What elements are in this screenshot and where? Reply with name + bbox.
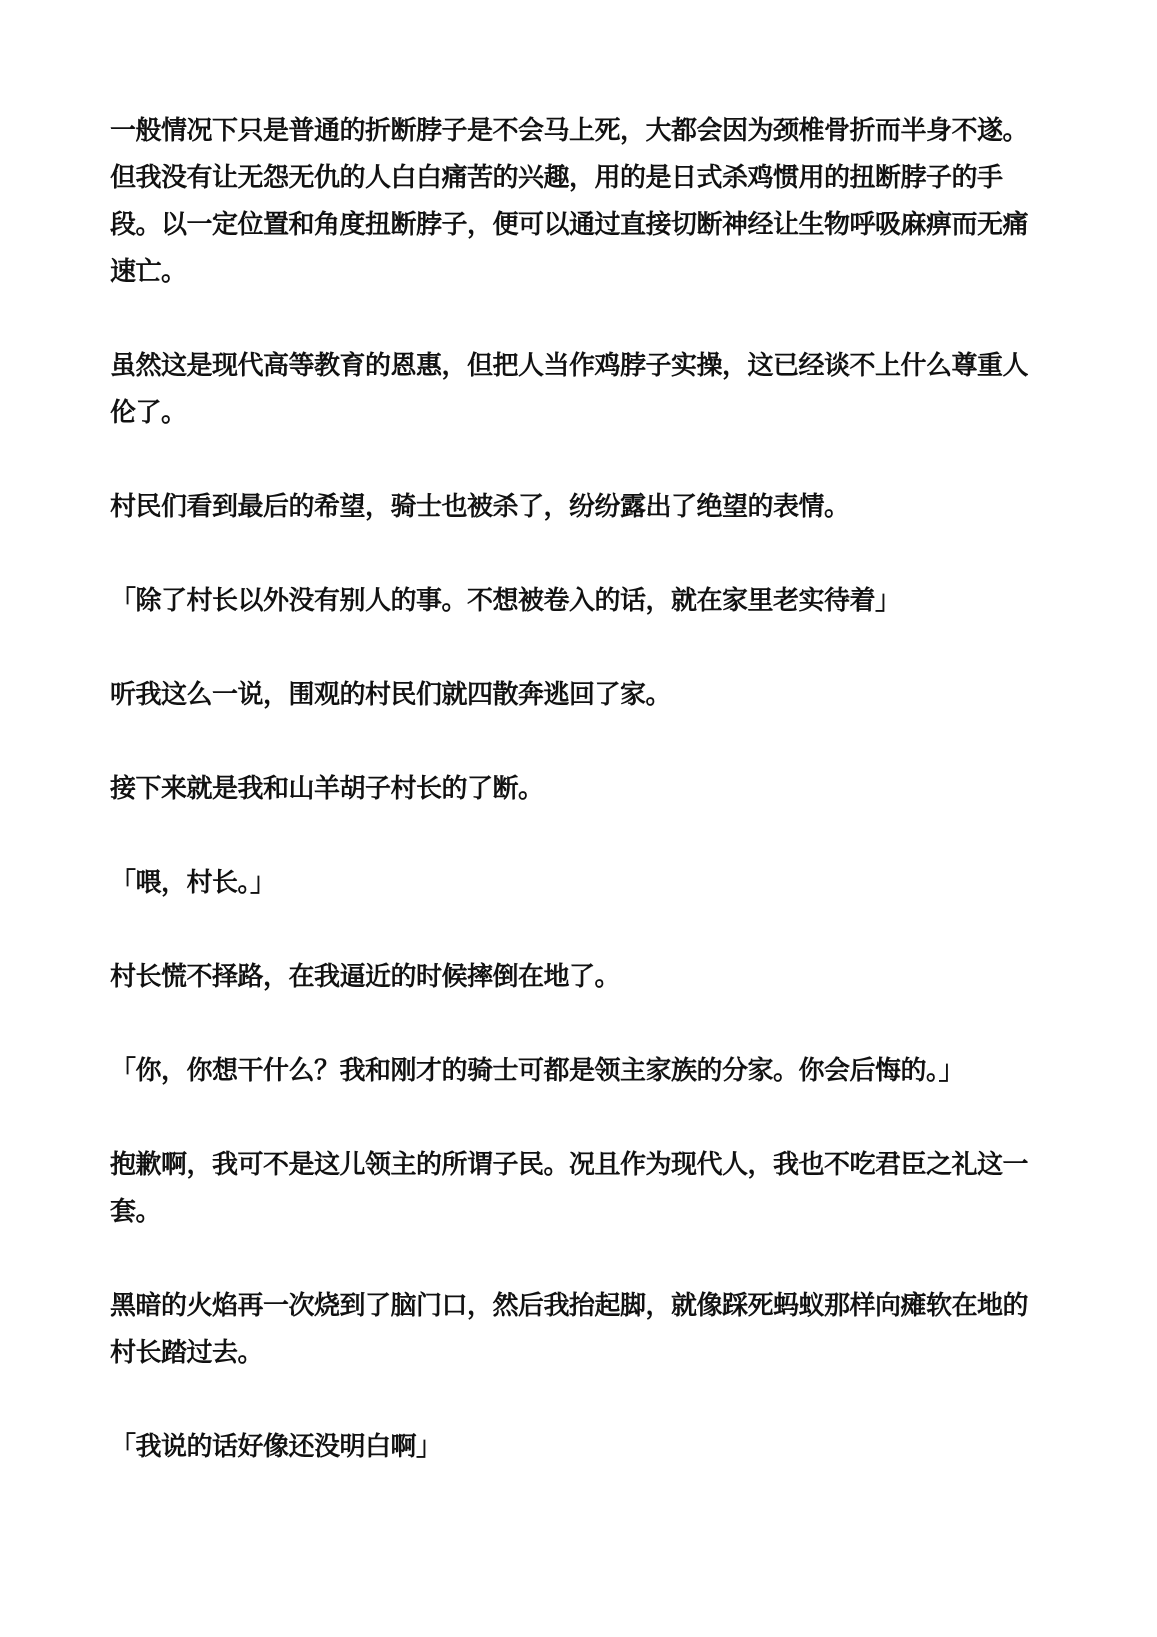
paragraph: 抱歉啊，我可不是这儿领主的所谓子民。况且作为现代人，我也不吃君臣之礼这一套。 <box>110 1150 1029 1227</box>
paragraph: 虽然这是现代高等教育的恩惠，但把人当作鸡脖子实操，这已经谈不上什么尊重人伦了。 <box>110 351 1029 428</box>
paragraph: 一般情况下只是普通的折断脖子是不会马上死，大都会因为颈椎骨折而半身不遂。但我没有让无怨无仇的人白白痛苦的兴趣，用的是日式杀鸡惯用的扭断脖子的手段。以一定位置和角度扭断脖子，便可以通过直接切断神经让生物呼吸麻痹而无痛速亡。 <box>110 116 1029 287</box>
dialogue-paragraph: 「喂，村长。」 <box>110 868 276 898</box>
dialogue-paragraph: 「除了村长以外没有别人的事。不想被卷入的话，就在家里老实待着」 <box>110 586 901 616</box>
paragraph: 听我这么一说，围观的村民们就四散奔逃回了家。 <box>110 680 672 710</box>
document-body <box>110 108 1045 1471</box>
paragraph: 村民们看到最后的希望，骑士也被杀了，纷纷露出了绝望的表情。 <box>110 492 850 522</box>
paragraph: 村长慌不择路，在我逼近的时候摔倒在地了。 <box>110 962 621 992</box>
dialogue-paragraph: 「我说的话好像还没明白啊」 <box>110 1432 442 1462</box>
paragraph: 接下来就是我和山羊胡子村长的了断。 <box>110 774 544 804</box>
dialogue-paragraph: 「你，你想干什么？我和刚才的骑士可都是领主家族的分家。你会后悔的。」 <box>110 1056 965 1086</box>
paragraph: 黑暗的火焰再一次烧到了脑门口，然后我抬起脚，就像踩死蚂蚁那样向瘫软在地的村长踏过去。 <box>110 1291 1029 1368</box>
